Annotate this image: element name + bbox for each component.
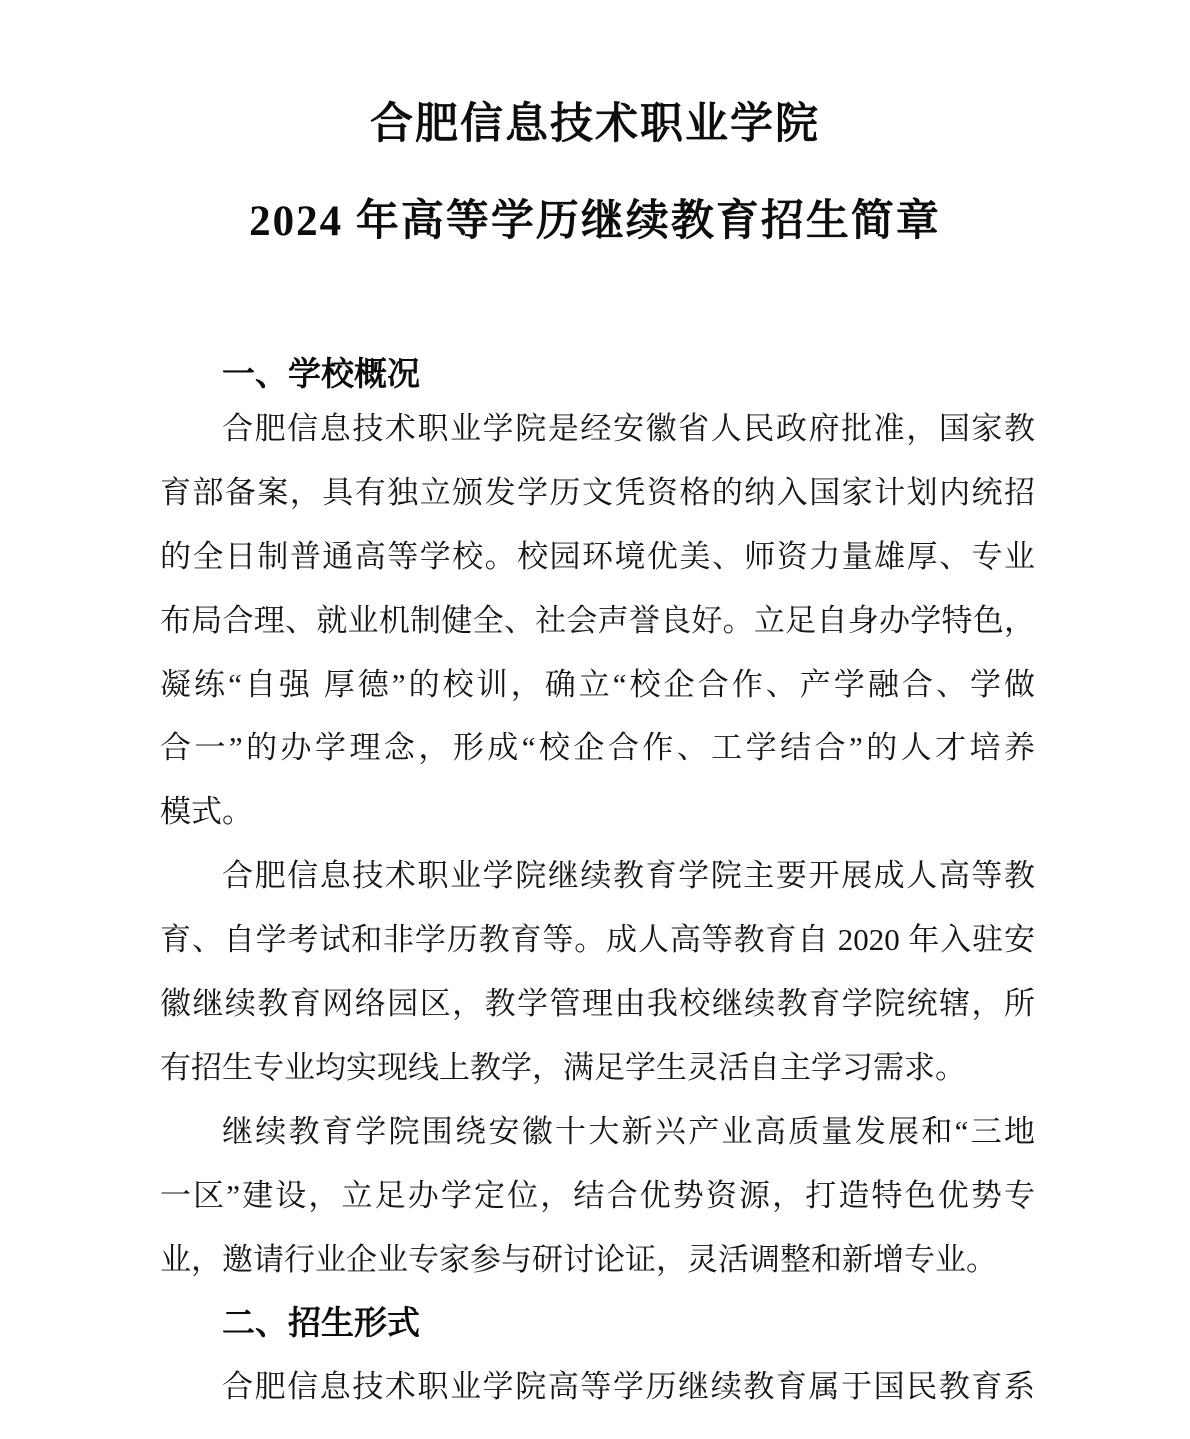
body-line: 凝练“自强 厚德”的校训，确立“校企合作、产学融合、学做 bbox=[160, 666, 1035, 702]
body-line: 徽继续教育网络园区，教学管理由我校继续教育学院统辖，所 bbox=[160, 986, 1035, 1022]
document-body bbox=[160, 397, 1035, 1419]
body-line: 业，邀请行业企业专家参与研讨论证，灵活调整和新增专业。 bbox=[160, 1241, 997, 1277]
body-line: 的全日制普通高等学校。校园环境优美、师资力量雄厚、专业 bbox=[160, 538, 1035, 574]
page-title: 合肥信息技术职业学院 bbox=[370, 101, 820, 148]
body-line: 育、自学考试和非学历教育等。成人高等教育自 2020 年入驻安 bbox=[160, 922, 1035, 958]
body-line: 合肥信息技术职业学院高等学历继续教育属于国民教育系 bbox=[222, 1369, 1035, 1405]
body-line: 继续教育学院围绕安徽十大新兴产业高质量发展和“三地 bbox=[222, 1113, 1035, 1149]
body-line: 合肥信息技术职业学院是经安徽省人民政府批准，国家教 bbox=[222, 411, 1035, 446]
body-line: 布局合理、就业机制健全、社会声誉良好。立足自身办学特色， bbox=[160, 602, 1035, 638]
body-line: 一区”建设，立足办学定位，结合优势资源，打造特色优势专 bbox=[160, 1177, 1035, 1213]
section-heading-school-overview: 一、学校概况 bbox=[222, 355, 420, 392]
body-line: 有招生专业均实现线上教学，满足学生灵活自主学习需求。 bbox=[160, 1049, 966, 1085]
body-line: 合肥信息技术职业学院继续教育学院主要开展成人高等教 bbox=[222, 858, 1035, 894]
page-subtitle: 2024 年高等学历继续教育招生简章 bbox=[249, 198, 941, 245]
section-heading-admission-format: 二、招生形式 bbox=[222, 1304, 420, 1342]
body-line: 合一”的办学理念，形成“校企合作、工学结合”的人才培养 bbox=[160, 730, 1035, 766]
body-line: 模式。 bbox=[160, 794, 253, 830]
body-line: 育部备案，具有独立颁发学历文凭资格的纳入国家计划内统招 bbox=[160, 474, 1035, 510]
